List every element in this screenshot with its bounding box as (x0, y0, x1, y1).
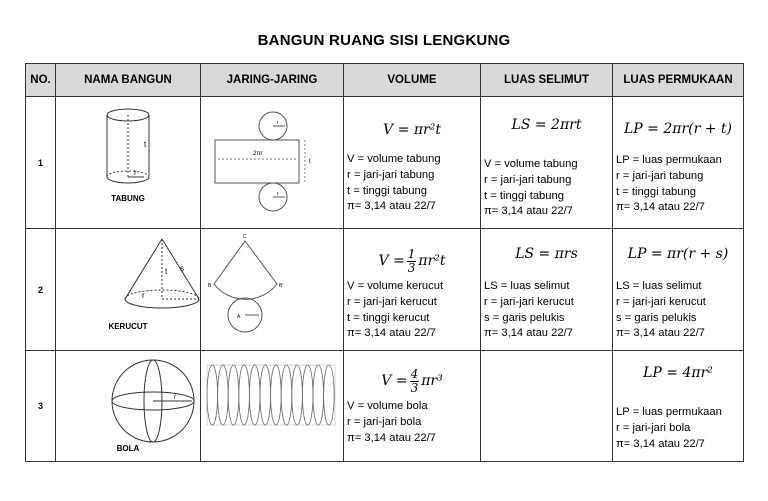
legend-line: π= 3,14 atau 22/7 (347, 327, 436, 340)
sphere-figure (56, 351, 201, 456)
legend-line: r = jari-jari kerucut (347, 295, 437, 308)
header-name: NAMA BANGUN (56, 64, 201, 97)
legend-line: π= 3,14 atau 22/7 (484, 205, 573, 218)
net-center-label: A (237, 314, 241, 320)
radius-label: r (134, 168, 137, 177)
shape-cell (56, 229, 201, 351)
surface-area-cell (613, 97, 744, 229)
legend-line: r = jari-jari bola (347, 415, 422, 428)
shape-cell (56, 351, 201, 462)
radius-label: r (142, 291, 145, 300)
volume-legend (344, 152, 480, 215)
formula-rhs: πr²t (413, 122, 441, 138)
legend-line: π= 3,14 atau 22/7 (616, 327, 705, 340)
header-volume: VOLUME (344, 64, 481, 97)
legend-line: π= 3,14 atau 22/7 (616, 437, 705, 450)
legend-line: V = volume bola (347, 400, 428, 412)
table-row (26, 351, 744, 462)
surface-area-formula: LP = 4πr² (643, 365, 713, 381)
net-cell (201, 351, 344, 462)
legend-line: t = tinggi tabung (616, 185, 696, 198)
legend-line: π= 3,14 atau 22/7 (347, 200, 436, 213)
legend-line: V = volume kerucut (347, 280, 444, 292)
legend-line: r = jari-jari tabung (347, 168, 435, 181)
surface-area-legend (613, 279, 743, 342)
legend-line: π= 3,14 atau 22/7 (484, 327, 573, 340)
shape-cell (56, 97, 201, 229)
row-number: 2 (26, 229, 56, 351)
net-right-label: B' (279, 283, 284, 289)
formula-rhs: πr³ (421, 373, 443, 389)
height-label: t (144, 140, 147, 149)
table-header-row (26, 64, 744, 97)
legend-line: V = volume tabung (484, 158, 578, 170)
formula-lhs: V = (381, 373, 408, 389)
net-height-label: t (309, 159, 311, 165)
gore-segment (281, 365, 292, 425)
shape-name: KERUCUT (108, 322, 148, 331)
gore-segment (260, 365, 271, 425)
net-left-label: B (208, 283, 212, 289)
cylinder-net-figure (201, 97, 344, 223)
net-radius-bottom-label: r (277, 191, 279, 197)
slant-label: s (180, 264, 184, 273)
cone-net-figure (201, 229, 344, 345)
gore-segment (271, 365, 282, 425)
legend-line: V = volume tabung (347, 153, 441, 165)
fraction-numerator: 1 (407, 246, 416, 261)
net-apex-label: C (243, 234, 247, 240)
surface-area-formula: LP = πr(r + s) (627, 246, 729, 262)
shape-name: TABUNG (111, 194, 145, 203)
legend-line: LP = luas permukaan (616, 154, 722, 166)
page-title: BANGUN RUANG SISI LENGKUNG (257, 32, 511, 49)
net-width-label: 2πr (253, 151, 263, 157)
volume-legend (344, 399, 480, 446)
net-cell (201, 97, 344, 229)
legend-line: t = tinggi kerucut (347, 311, 430, 324)
surface-area-formula: LP = 2πr(r + t) (623, 121, 733, 137)
header-net: JARING-JARING (201, 64, 344, 97)
formula-fraction (410, 368, 420, 395)
formula-fraction (407, 248, 417, 275)
fraction-numerator: 4 (410, 366, 419, 381)
formula-lhs: V (383, 122, 394, 138)
lateral-area-formula: LS = 2πrt (511, 117, 582, 133)
legend-line: s = garis pelukis (616, 311, 697, 324)
lateral-area-cell (481, 351, 613, 462)
legend-line: s = garis pelukis (484, 311, 565, 324)
legend-line: t = tinggi tabung (347, 184, 427, 197)
cylinder-figure (56, 97, 201, 223)
gore-segment (292, 365, 303, 425)
volume-cell (344, 351, 481, 462)
header-no: NO. (26, 64, 56, 97)
legend-line: r = jari-jari tabung (616, 169, 704, 182)
lateral-area-cell (481, 97, 613, 229)
gore-segment (239, 365, 250, 425)
gore-segment (302, 365, 313, 425)
gore-segment (228, 365, 239, 425)
volume-cell (344, 229, 481, 351)
row-number: 1 (26, 97, 56, 229)
shape-name: BOLA (116, 444, 140, 453)
volume-legend (344, 279, 480, 342)
lateral-area-legend (481, 279, 612, 342)
sphere-net-figure (201, 351, 344, 456)
surface-area-cell (613, 351, 744, 462)
formula-lhs: V = (378, 253, 405, 269)
gore-segment (324, 365, 335, 425)
lateral-area-cell (481, 229, 613, 351)
legend-line: r = jari-jari tabung (484, 173, 572, 186)
radius-label: r (174, 395, 176, 401)
volume-formula (344, 243, 480, 279)
volume-formula: V = πr²t (383, 122, 441, 138)
gore-segment (313, 365, 324, 425)
surface-area-legend (613, 405, 743, 452)
legend-line: t = tinggi tabung (484, 189, 564, 202)
volume-cell (344, 97, 481, 229)
height-label: t (165, 267, 168, 276)
net-radius-top-label: r (277, 120, 279, 126)
formula-rhs: πr²t (418, 253, 446, 269)
lateral-area-legend (481, 157, 612, 220)
gore-segment (207, 365, 218, 425)
net-cell (201, 229, 344, 351)
volume-formula (344, 363, 480, 399)
legend-line: LP = luas permukaan (616, 406, 722, 418)
legend-line: r = jari-jari kerucut (616, 295, 706, 308)
legend-line: LS = luas selimut (616, 280, 702, 292)
surface-area-legend (613, 153, 743, 216)
legend-line: π= 3,14 atau 22/7 (616, 201, 705, 214)
legend-line: LS = luas selimut (484, 280, 570, 292)
table-row (26, 229, 744, 351)
surface-area-cell (613, 229, 744, 351)
gore-segment (218, 365, 229, 425)
header-lateral-area: LUAS SELIMUT (481, 64, 613, 97)
solids-table (25, 63, 744, 462)
table-row (26, 97, 744, 229)
header-surface-area: LUAS PERMUKAAN (613, 64, 744, 97)
fraction-denominator: 3 (407, 260, 416, 275)
legend-line: π= 3,14 atau 22/7 (347, 431, 436, 444)
lateral-area-formula: LS = πrs (515, 246, 578, 262)
legend-line: r = jari-jari kerucut (484, 295, 574, 308)
row-number: 3 (26, 351, 56, 462)
fraction-denominator: 3 (410, 380, 419, 395)
legend-line: r = jari-jari bola (616, 421, 691, 434)
gore-segment (249, 365, 260, 425)
